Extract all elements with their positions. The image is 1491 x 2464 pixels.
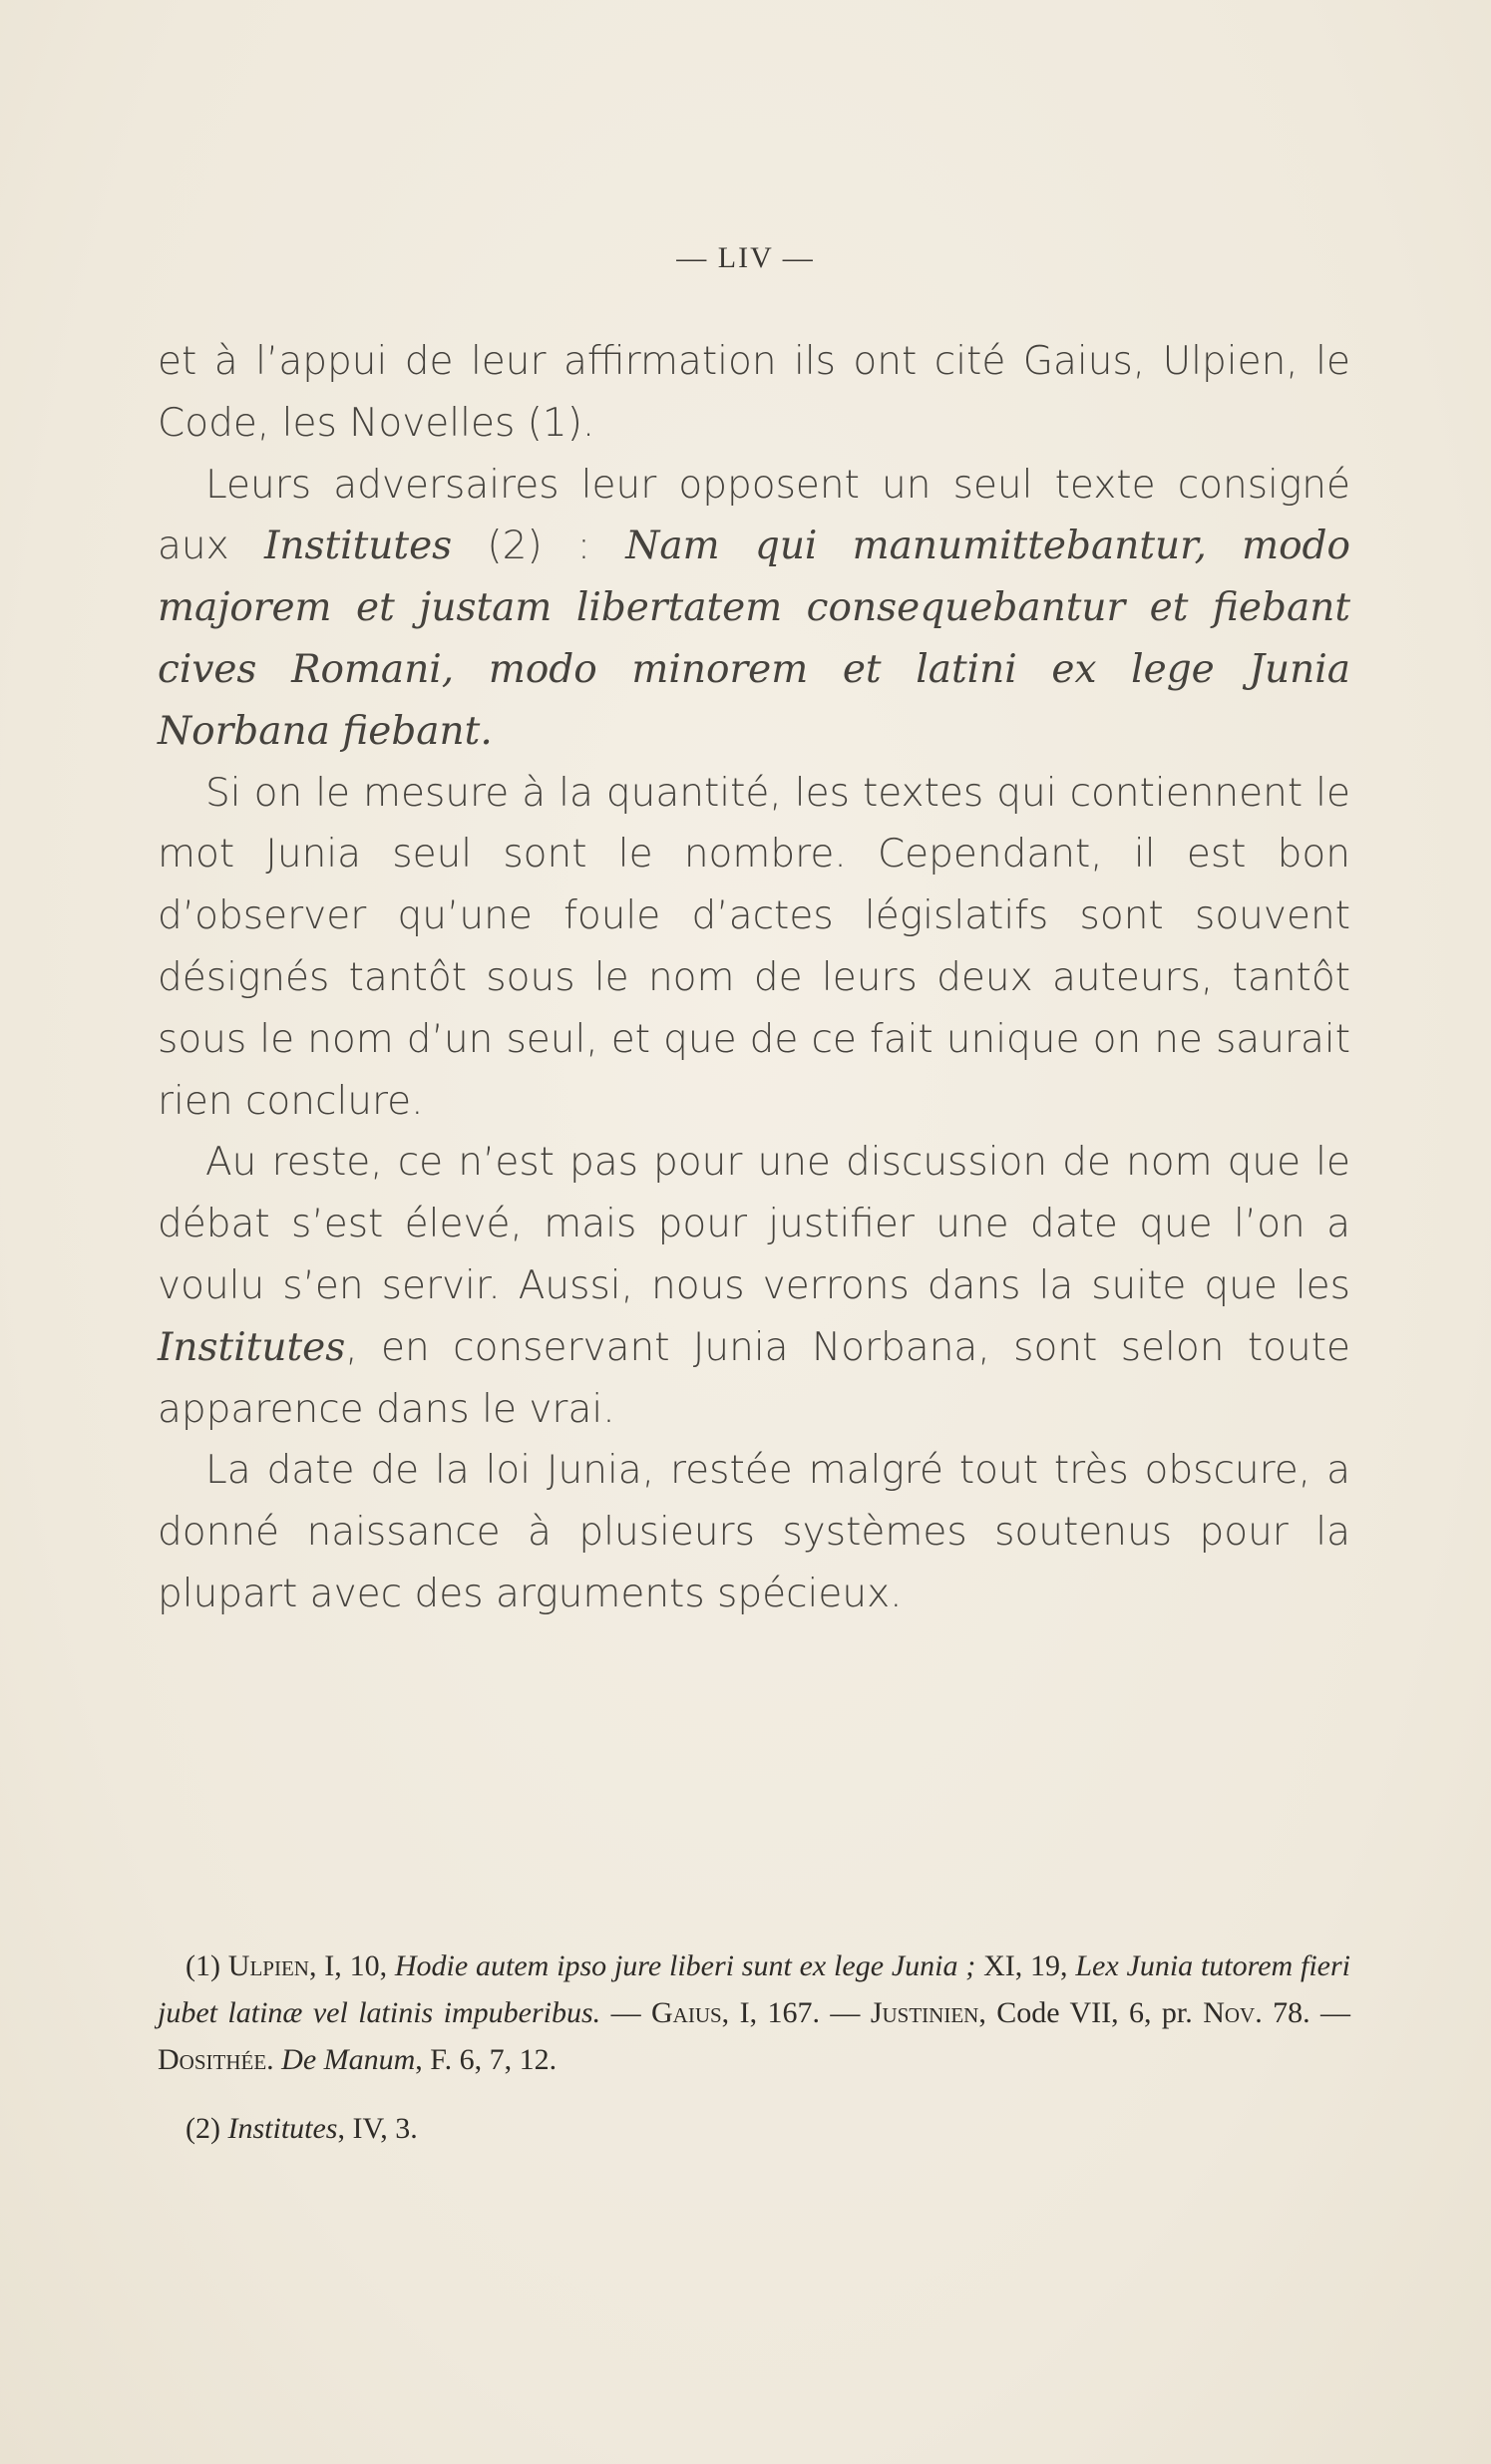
- citation: , I, 167. —: [721, 1996, 871, 2029]
- citation: .: [266, 2043, 282, 2076]
- footnote-ref-2: (2) :: [452, 524, 626, 569]
- novellae-abbrev: Nov: [1203, 1996, 1256, 2029]
- separator: —: [600, 1996, 651, 2029]
- body-text: [158, 331, 1350, 1625]
- page-number: — LIV —: [676, 241, 815, 274]
- author-dositheus: Dosithée: [158, 2043, 267, 2076]
- paragraph-5: La date de la loi Junia, restée malgré tout très obscure, a donné naissance à plusieurs systèmes soutenus pour la plupart avec des arguments spécieux.: [158, 1448, 1350, 1616]
- footnotes: [158, 1942, 1350, 2152]
- latin-citation: Lex Junia tutorem fieri jubet latinæ vel latinis impuberibus.: [158, 1949, 1350, 2029]
- paragraph-4-text-end: , en conservant Junia Norbana, sont selon toute apparence dans le vrai.: [158, 1324, 1350, 1432]
- paragraph-4: [158, 1132, 1350, 1440]
- paragraph-2-text: Leurs adversaires leur opposent un seul texte consigné aux: [158, 462, 1350, 569]
- work-title: De Manum: [281, 2043, 416, 2076]
- footnote-marker: (1): [186, 1949, 228, 1982]
- citation: XI, 19,: [975, 1949, 1076, 1982]
- paragraph-3: Si on le mesure à la quantité, les textes qui contiennent le mot Junia seul sont le nombre. Cependant, il est bon d’observer qu’une foule d’actes législatifs sont souvent désignés tantôt sous le nom de leurs deux auteurs, tantôt sous le nom d’un seul, et que de ce fait unique on ne saurait rien conclure.: [158, 770, 1350, 1124]
- institutes-title: Institutes: [158, 1324, 346, 1370]
- author-justinien: Justinien: [870, 1996, 979, 2029]
- paragraph-2: [158, 455, 1350, 763]
- latin-citation: Hodie autem ipso jure liberi sunt ex lege Junia ;: [394, 1949, 976, 1982]
- citation: , F. 6, 7, 12.: [415, 2043, 558, 2076]
- citation: , Code VII, 6, pr.: [978, 1996, 1204, 2029]
- citation: , I, 10,: [308, 1949, 395, 1982]
- footnote-marker: (2): [186, 2112, 228, 2145]
- paragraph-1: et à l’appui de leur affirmation ils ont cité Gaius, Ulpien, le Code, les Novelles (1).: [158, 339, 1350, 446]
- citation: . 78. —: [1255, 1996, 1351, 2029]
- author-ulpien: Ulpien: [227, 1949, 309, 1982]
- latin-quotation: Nam qui manumittebantur, modo majorem et justam libertatem consequebantur et fiebant cives Romani, modo minorem et latini ex lege Junia Norbana fiebant.: [158, 524, 1351, 754]
- author-gaius: Gaius: [651, 1996, 722, 2029]
- institutes-title: Institutes: [263, 524, 453, 569]
- citation: , IV, 3.: [337, 2112, 418, 2145]
- footnote-2: [158, 2105, 1350, 2152]
- institutes-title: Institutes: [227, 2112, 338, 2145]
- footnote-1: [158, 1942, 1350, 2083]
- paragraph-4-text: Au reste, ce n’est pas pour une discussion de nom que le débat s’est élevé, mais pour justifier une date que l’on a voulu s’en servir. Aussi, nous verrons dans la suite que les: [158, 1140, 1350, 1308]
